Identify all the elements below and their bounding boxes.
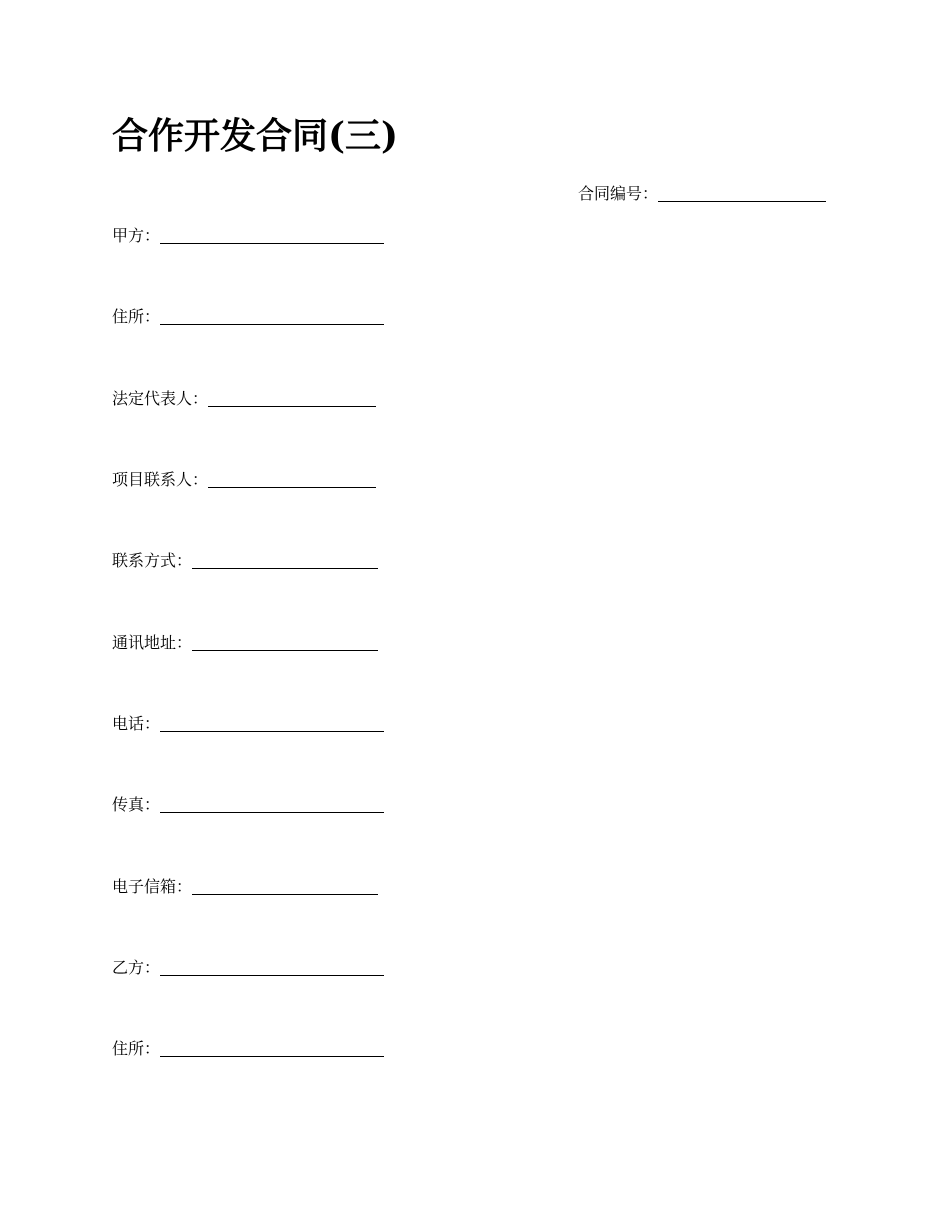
- field-label: 联系方式：: [112, 551, 193, 570]
- field-label: 法定代表人：: [112, 389, 209, 408]
- field-legal-representative: [112, 388, 376, 410]
- field-label: 乙方：: [112, 958, 161, 977]
- contract-number-blank: [658, 183, 826, 202]
- field-label: 住所：: [112, 307, 161, 326]
- field-label: 电话：: [112, 714, 161, 733]
- fill-in-blank: [192, 632, 378, 651]
- field-label: 电子信箱：: [112, 877, 193, 896]
- contract-number-label: 合同编号：: [578, 184, 659, 203]
- field-label: 项目联系人：: [112, 470, 209, 489]
- field-label: 甲方：: [112, 226, 161, 245]
- fill-in-blank: [160, 225, 384, 244]
- field-email: [112, 876, 378, 898]
- fill-in-blank: [160, 1038, 384, 1057]
- field-contact-method: [112, 550, 378, 572]
- field-phone: [112, 713, 384, 735]
- field-party-b: [112, 957, 384, 979]
- fill-in-blank: [208, 469, 376, 488]
- fill-in-blank: [160, 713, 384, 732]
- field-party-b-address: [112, 1038, 384, 1060]
- field-label: 传真：: [112, 795, 161, 814]
- document-title: 合作开发合同(三): [112, 115, 399, 157]
- contract-number-row: [578, 183, 826, 205]
- fill-in-blank: [160, 794, 384, 813]
- field-label: 通讯地址：: [112, 633, 193, 652]
- field-fax: [112, 794, 384, 816]
- fill-in-blank: [160, 306, 384, 325]
- field-project-contact: [112, 469, 376, 491]
- field-label: 住所：: [112, 1039, 161, 1058]
- field-party-a-address: [112, 306, 384, 328]
- fill-in-blank: [208, 388, 376, 407]
- field-mailing-address: [112, 632, 378, 654]
- fill-in-blank: [192, 876, 378, 895]
- field-party-a: [112, 225, 384, 247]
- fill-in-blank: [160, 957, 384, 976]
- fill-in-blank: [192, 550, 378, 569]
